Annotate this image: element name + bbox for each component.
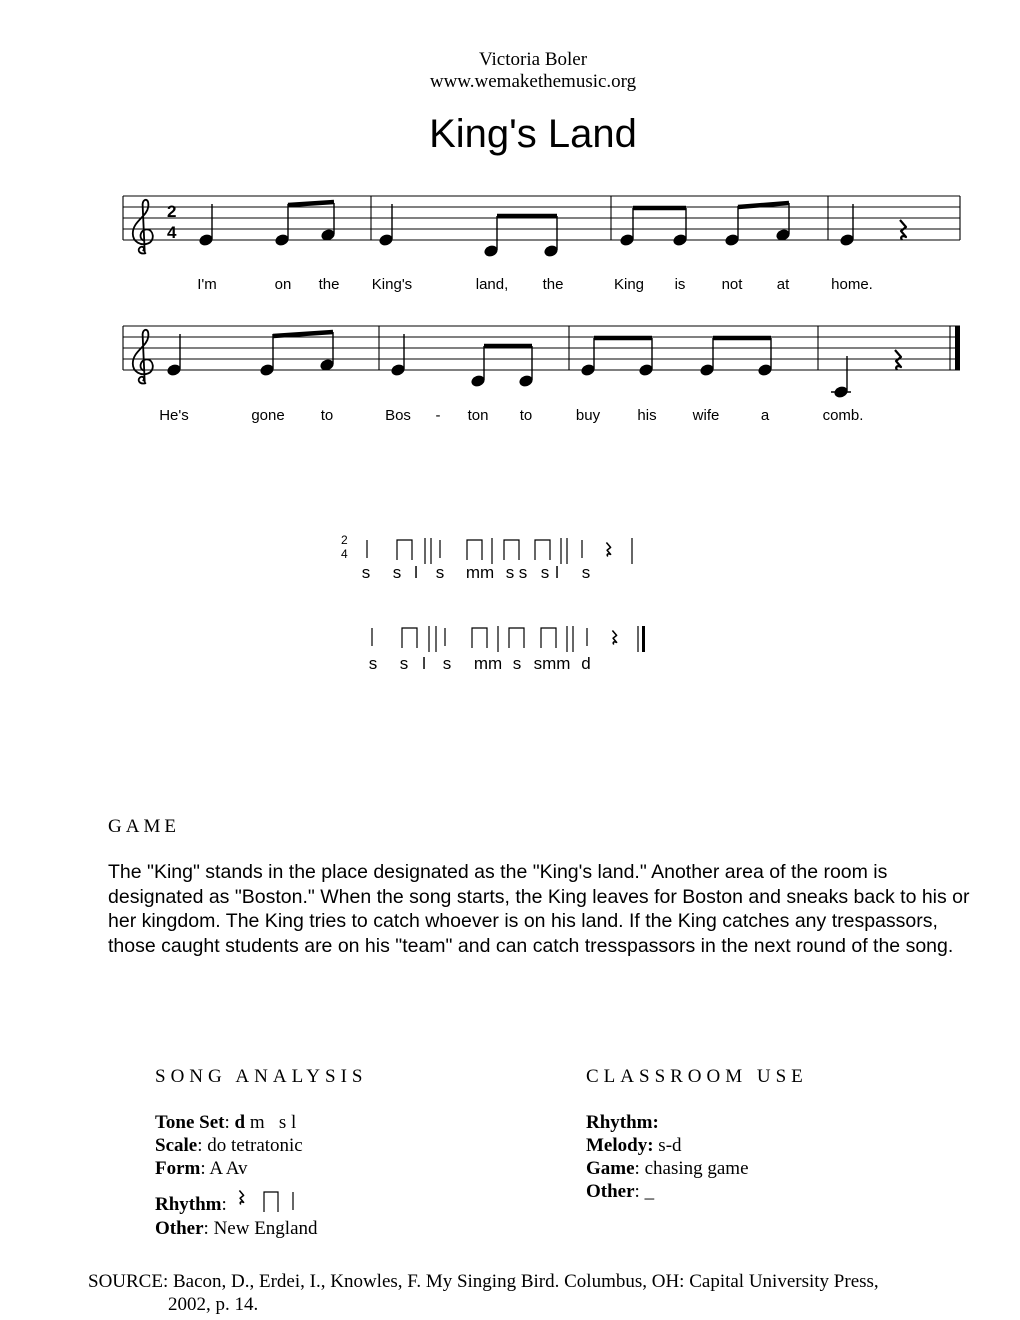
lyric: I'm: [197, 276, 217, 293]
solfege: s: [368, 654, 378, 673]
rhythm-line-1: [367, 538, 632, 564]
rhythm-line-2: [372, 626, 638, 652]
solfege-line-2: [369, 654, 591, 673]
cu-other-row: Other: _: [586, 1181, 655, 1202]
staff-system-1: [123, 196, 960, 293]
lyrics-line-2: [159, 407, 863, 424]
lyric: Bos: [385, 407, 411, 424]
page-title: King's Land: [429, 112, 637, 156]
solfege-line-1: [362, 563, 591, 582]
solfege: s: [505, 563, 515, 582]
treble-clef-icon: [133, 200, 153, 254]
website-url: www.wemakethemusic.org: [429, 71, 637, 92]
solfege: l: [422, 654, 426, 673]
lyric: home.: [831, 276, 873, 293]
quarter-rest-icon: [612, 631, 616, 645]
lyric: He's: [159, 407, 189, 424]
lyric: is: [674, 276, 686, 293]
solfege: mm: [473, 654, 503, 673]
other-row: Other: New England: [155, 1218, 318, 1239]
solfege: mm: [465, 563, 495, 582]
lyric: to: [320, 407, 334, 424]
lyric: ton: [467, 407, 489, 424]
rhythm-time-top: 2: [341, 533, 348, 547]
quarter-rest-icon: [606, 543, 610, 557]
quarter-rest-icon: [239, 1191, 243, 1205]
solfege: s: [392, 563, 402, 582]
rhythm-symbols: [232, 1188, 302, 1214]
final-barline: [955, 326, 960, 370]
cu-rhythm-row: Rhythm:: [586, 1112, 659, 1133]
lyric: his: [637, 407, 657, 424]
game-description: The "King" stands in the place designated as the "King's land." Another area of the room is designated as "Boston." When the song starts, the King leaves for Boston and sneaks back to his or her kingdom. The King tries to catch whoever is on his land. If the King catches any trespassors, those caught students are on his "team" and can catch tresspassors in the next round of the song.: [108, 861, 970, 957]
lyric: the: [542, 276, 564, 293]
eighth-pair-icon: [264, 1192, 278, 1212]
solfege: s: [361, 563, 371, 582]
solfege: s: [442, 654, 452, 673]
source-citation: [88, 1270, 978, 1316]
time-signature-top: 2: [167, 202, 177, 221]
solfege: l: [414, 563, 418, 582]
rhythm-notation: [0, 520, 1020, 690]
rhythm-row: Rhythm:: [155, 1188, 367, 1215]
source-line-2: 2002, p. 14.: [168, 1294, 259, 1315]
lyric: buy: [575, 407, 601, 424]
rhythm-time-bottom: 4: [341, 547, 348, 561]
lyric: -: [435, 407, 441, 424]
lyric: King's: [371, 276, 413, 293]
solfege: s: [581, 563, 591, 582]
solfege: smm: [533, 654, 571, 673]
staff-system-2: [123, 326, 960, 424]
quarter-rest-icon: [900, 220, 906, 240]
lyrics-line-1: [197, 276, 873, 293]
source-line-1: SOURCE: Bacon, D., Erdei, I., Knowles, F. My Singing Bird. Columbus, OH: Capital University Press,: [88, 1271, 879, 1292]
game-heading: GAME: [108, 816, 180, 837]
cu-melody-row: Melody: s-d: [586, 1135, 682, 1156]
lyric: the: [318, 276, 340, 293]
song-analysis-heading: SONG ANALYSIS: [155, 1066, 368, 1087]
solfege: l: [555, 563, 559, 582]
lyric: King: [613, 276, 645, 293]
lyric: wife: [692, 407, 720, 424]
cu-game-row: Game: chasing game: [586, 1158, 749, 1179]
lyric: not: [721, 276, 743, 293]
solfege: s: [435, 563, 445, 582]
music-score: [0, 0, 1020, 440]
form-row: Form: A Av: [155, 1158, 248, 1179]
final-barline: [642, 626, 645, 652]
lyric: to: [519, 407, 533, 424]
scale-row: Scale: do tetratonic: [155, 1135, 303, 1156]
lyric: at: [776, 276, 790, 293]
treble-clef-icon: [133, 330, 153, 384]
tone-set-row: Tone Set: d m s l: [155, 1112, 297, 1133]
classroom-use: [586, 1066, 808, 1203]
quarter-rest-icon: [895, 350, 901, 370]
lyric: comb.: [822, 407, 864, 424]
song-analysis: [155, 1066, 367, 1240]
solfege: s: [399, 654, 409, 673]
lyric: land,: [475, 276, 509, 293]
classroom-use-heading: CLASSROOM USE: [586, 1066, 808, 1087]
lyric: gone: [251, 407, 285, 424]
author-name: Victoria Boler: [478, 49, 588, 70]
lyric: on: [274, 276, 292, 293]
solfege: d: [581, 654, 591, 673]
time-signature-bottom: 4: [167, 223, 177, 242]
solfege: s: [518, 563, 528, 582]
solfege: s: [512, 654, 522, 673]
solfege: s: [540, 563, 550, 582]
lyric: a: [760, 407, 770, 424]
